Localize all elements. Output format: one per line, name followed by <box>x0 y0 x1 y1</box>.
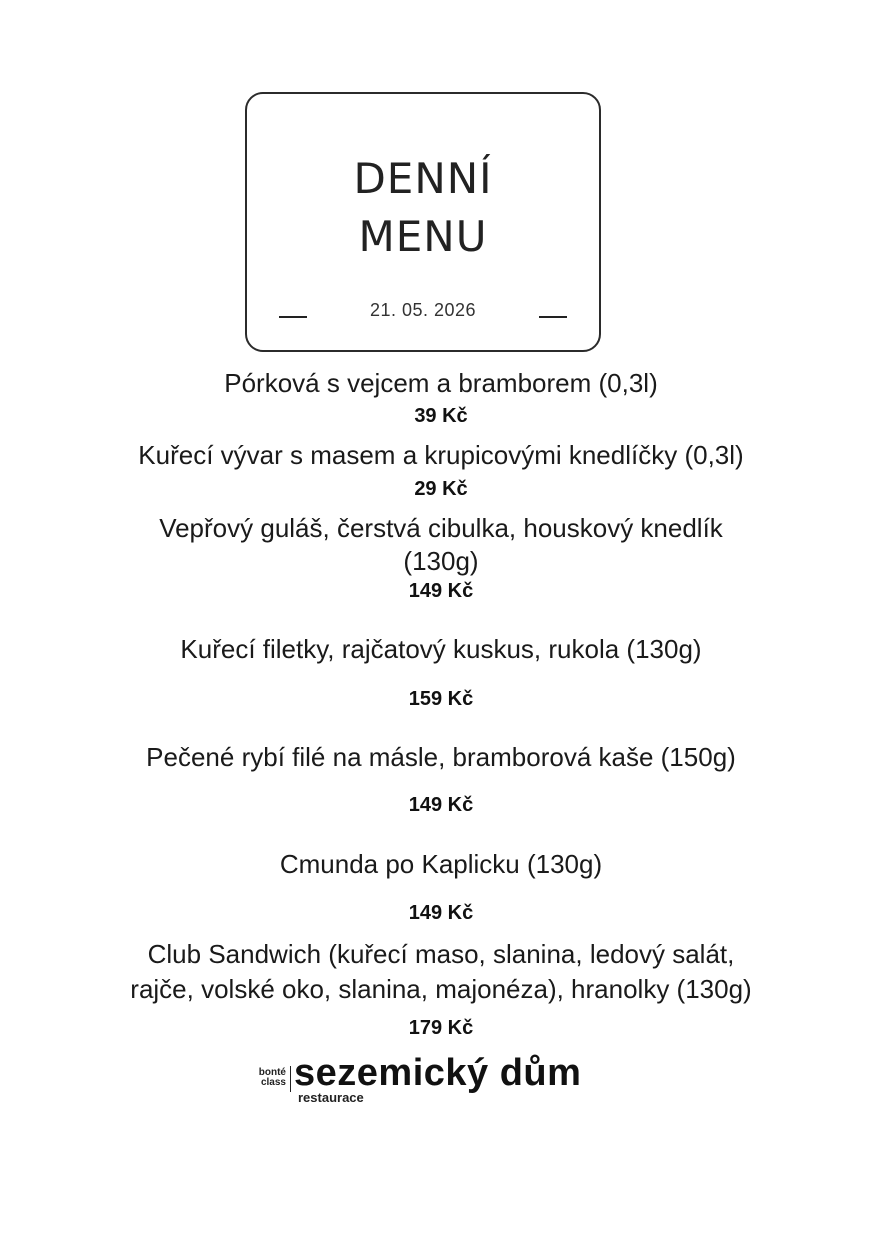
menu-item-name: Pečené rybí filé na másle, bramborová kaše (150g) <box>146 742 736 772</box>
logo-divider <box>290 1066 291 1092</box>
header-box <box>245 92 601 352</box>
menu-item-price: 149 Kč <box>408 794 474 816</box>
menu-item-name-line2: rajče, volské oko, slanina, majonéza), hranolky (130g) <box>130 974 752 1004</box>
logo-small-text: bonté class <box>258 1067 286 1088</box>
menu-item-name-line1: Vepřový guláš, čerstvá cibulka, houskový knedlík <box>159 513 723 543</box>
menu-item-price: 179 Kč <box>408 1017 474 1039</box>
menu-title-line1: DENNÍ <box>353 154 493 203</box>
menu-item-price: 149 Kč <box>408 902 474 924</box>
menu-date: 21. 05. 2026 <box>369 300 477 320</box>
menu-item-name-line2: (130g) <box>403 546 479 576</box>
menu-item-name: Kuřecí vývar s masem a krupicovými knedlíčky (0,3l) <box>138 440 744 470</box>
menu-item-name: Pórková s vejcem a bramborem (0,3l) <box>224 368 658 398</box>
menu-item-price: 159 Kč <box>408 688 474 710</box>
menu-item-price: 149 Kč <box>408 580 474 602</box>
logo-main-text: sezemický dům <box>294 1052 582 1094</box>
menu-item-price: 29 Kč <box>414 478 468 500</box>
right-dash <box>539 316 567 318</box>
menu-title-line2: MENU <box>358 212 488 261</box>
restaurant-logo <box>250 1052 610 1108</box>
menu-item-name: Cmunda po Kaplicku (130g) <box>279 849 603 879</box>
menu-item-name: Kuřecí filetky, rajčatový kuskus, rukola (130g) <box>180 634 702 664</box>
menu-item-price: 39 Kč <box>414 405 468 427</box>
menu-item-name-line1: Club Sandwich (kuřecí maso, slanina, ledový salát, <box>147 939 735 969</box>
logo-sub-text: restaurace <box>298 1090 364 1105</box>
